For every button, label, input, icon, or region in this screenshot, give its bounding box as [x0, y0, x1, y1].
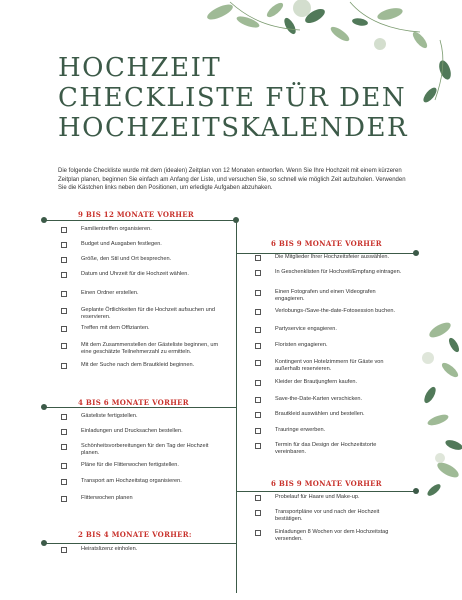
checklist-item[interactable]: Brautkleid auswählen und bestellen. — [255, 411, 413, 418]
checklist-item[interactable]: Kleider der Brautjungfern kaufen. — [255, 379, 413, 386]
checklist-item[interactable]: Trauringe erwerben. — [255, 427, 413, 434]
checkbox[interactable] — [61, 291, 67, 297]
timeline-branch-9-12 — [44, 220, 236, 221]
section-heading-2-4: 2 BIS 4 MONATE VORHER: — [78, 530, 192, 539]
checkbox[interactable] — [61, 547, 67, 553]
checklist-item[interactable]: Flitterwochen planen — [61, 495, 231, 502]
section-heading-9-12: 9 BIS 12 MONATE VORHER — [78, 210, 195, 219]
checklist-item[interactable]: Save-the-Date-Karten verschicken. — [255, 396, 413, 403]
checkbox[interactable] — [61, 308, 67, 314]
checklist-item[interactable]: Gästeliste fertigstellen. — [61, 413, 231, 420]
checklist-item[interactable]: Treffen mit dem Offizianten. — [61, 325, 231, 332]
checkbox[interactable] — [61, 257, 67, 263]
checklist-item[interactable]: Größe, den Stil und Ort besprechen. — [61, 256, 231, 263]
checkbox[interactable] — [255, 510, 261, 516]
checklist-item[interactable]: Floristen engagieren. — [255, 342, 413, 349]
checkbox[interactable] — [255, 309, 261, 315]
checklist-item[interactable]: Schönheitsvorbereitungen für den Tag der Hochzeit planen. — [61, 443, 221, 458]
checklist-item[interactable]: Transport am Hochzeitstag organisieren. — [61, 478, 231, 485]
checkbox[interactable] — [61, 242, 67, 248]
checklist-item[interactable]: Mit dem Zusammenstellen der Gästeliste beginnen, um eine geschätzte Teilnehmerzahl zu ermitteln. — [61, 342, 221, 357]
checkbox[interactable] — [61, 363, 67, 369]
checklist-item[interactable]: Pläne für die Flitterwochen fertigstellen. — [61, 462, 231, 469]
checkbox[interactable] — [255, 380, 261, 386]
checklist-item[interactable]: Kontingent von Hotelzimmern für Gäste von außerhalb reservieren. — [255, 359, 405, 374]
checkbox[interactable] — [61, 463, 67, 469]
checkbox[interactable] — [255, 443, 261, 449]
section-heading-6-9: 6 BIS 9 MONATE VORHER — [271, 239, 382, 248]
checklist-item[interactable]: Die Mitglieder Ihrer Hochzeitsfeier auswählen. — [255, 254, 413, 261]
checklist-item[interactable]: Transportpläne vor und nach der Hochzeit bestätigen. — [255, 509, 397, 524]
checklist-item[interactable]: Einladungen 8 Wochen vor dem Hochzeitstag versenden. — [255, 529, 397, 544]
checkbox[interactable] — [61, 343, 67, 349]
checkbox[interactable] — [61, 444, 67, 450]
checkbox[interactable] — [255, 397, 261, 403]
timeline-vertical — [236, 221, 237, 593]
timeline-dot — [41, 217, 47, 223]
checkbox[interactable] — [61, 227, 67, 233]
checklist-item[interactable]: Heiratslizenz einholen. — [61, 546, 231, 553]
page-title — [58, 53, 408, 143]
checklist-item[interactable]: Geplante Örtlichkeiten für die Hochzeit aufsuchen und reservieren. — [61, 307, 221, 322]
intro-text: Die folgende Checkliste wurde mit dem (idealen) Zeitplan von 12 Monaten entworfen. Wenn Sie Ihre Hochzeit mit einem kürzeren Zeitplan planen, beginnen Sie einfach am Anfang der Liste, und versuchen Sie, so schnell wie möglich Zeit aufzuholen. Verwenden Sie die Kästchen links neben den Positionen, um erledigte Aufgaben abzuhaken. — [58, 168, 406, 191]
checkbox[interactable] — [61, 479, 67, 485]
checklist-item[interactable]: Einen Fotografen und einen Videografen engagieren. — [255, 289, 397, 304]
timeline-dot — [413, 250, 419, 256]
checklist-item[interactable]: In Geschenklisten für Hochzeit/Empfang eintragen. — [255, 269, 405, 276]
timeline-dot — [233, 217, 239, 223]
timeline-dot — [41, 404, 47, 410]
checklist-item[interactable]: Familientreffen organisieren. — [61, 226, 231, 233]
section-heading-6-9-second: 6 BIS 9 MONATE VORHER — [271, 479, 382, 488]
checkbox[interactable] — [255, 255, 261, 261]
checkbox[interactable] — [61, 414, 67, 420]
checkbox[interactable] — [255, 428, 261, 434]
checklist-item[interactable]: Mit der Suche nach dem Brautkleid beginnen. — [61, 362, 231, 369]
checklist-item[interactable]: Einladungen und Drucksachen bestellen. — [61, 428, 231, 435]
checklist-item[interactable]: Budget und Ausgaben festlegen. — [61, 241, 231, 248]
section-heading-4-6: 4 BIS 6 MONATE VORHER — [78, 398, 189, 407]
checklist-item[interactable]: Partyservice engagieren. — [255, 326, 413, 333]
timeline-dot — [41, 540, 47, 546]
checkbox[interactable] — [255, 495, 261, 501]
title-line-3: HOCHZEITSKALENDER — [58, 113, 409, 143]
checkbox[interactable] — [255, 327, 261, 333]
checkbox[interactable] — [255, 360, 261, 366]
checkbox[interactable] — [255, 290, 261, 296]
checkbox[interactable] — [255, 343, 261, 349]
foliage-right-decoration — [410, 310, 462, 500]
checklist-item[interactable]: Probelauf für Haare und Make-up. — [255, 494, 413, 501]
title-line-1: HOCHZEIT — [58, 53, 222, 83]
checkbox[interactable] — [255, 270, 261, 276]
checkbox[interactable] — [255, 412, 261, 418]
checklist-item[interactable]: Datum und Uhrzeit für die Hochzeit wählen. — [61, 271, 231, 278]
timeline-dot — [413, 488, 419, 494]
checkbox[interactable] — [61, 326, 67, 332]
checklist-item[interactable]: Einen Ordner erstellen. — [61, 290, 231, 297]
checkbox[interactable] — [61, 429, 67, 435]
timeline-branch-4-6 — [44, 407, 236, 408]
timeline-branch-6-9-b — [236, 491, 416, 492]
checklist-item[interactable]: Verlobungs-/Save-the-date-Fotosession buchen. — [255, 308, 413, 315]
checkbox[interactable] — [61, 272, 67, 278]
title-line-2: CHECKLISTE FÜR DEN — [58, 83, 407, 113]
checkbox[interactable] — [61, 496, 67, 502]
timeline-branch-2-4 — [44, 543, 236, 544]
checkbox[interactable] — [255, 530, 261, 536]
checklist-item[interactable]: Termin für das Design der Hochzeitstorte vereinbaren. — [255, 442, 401, 457]
